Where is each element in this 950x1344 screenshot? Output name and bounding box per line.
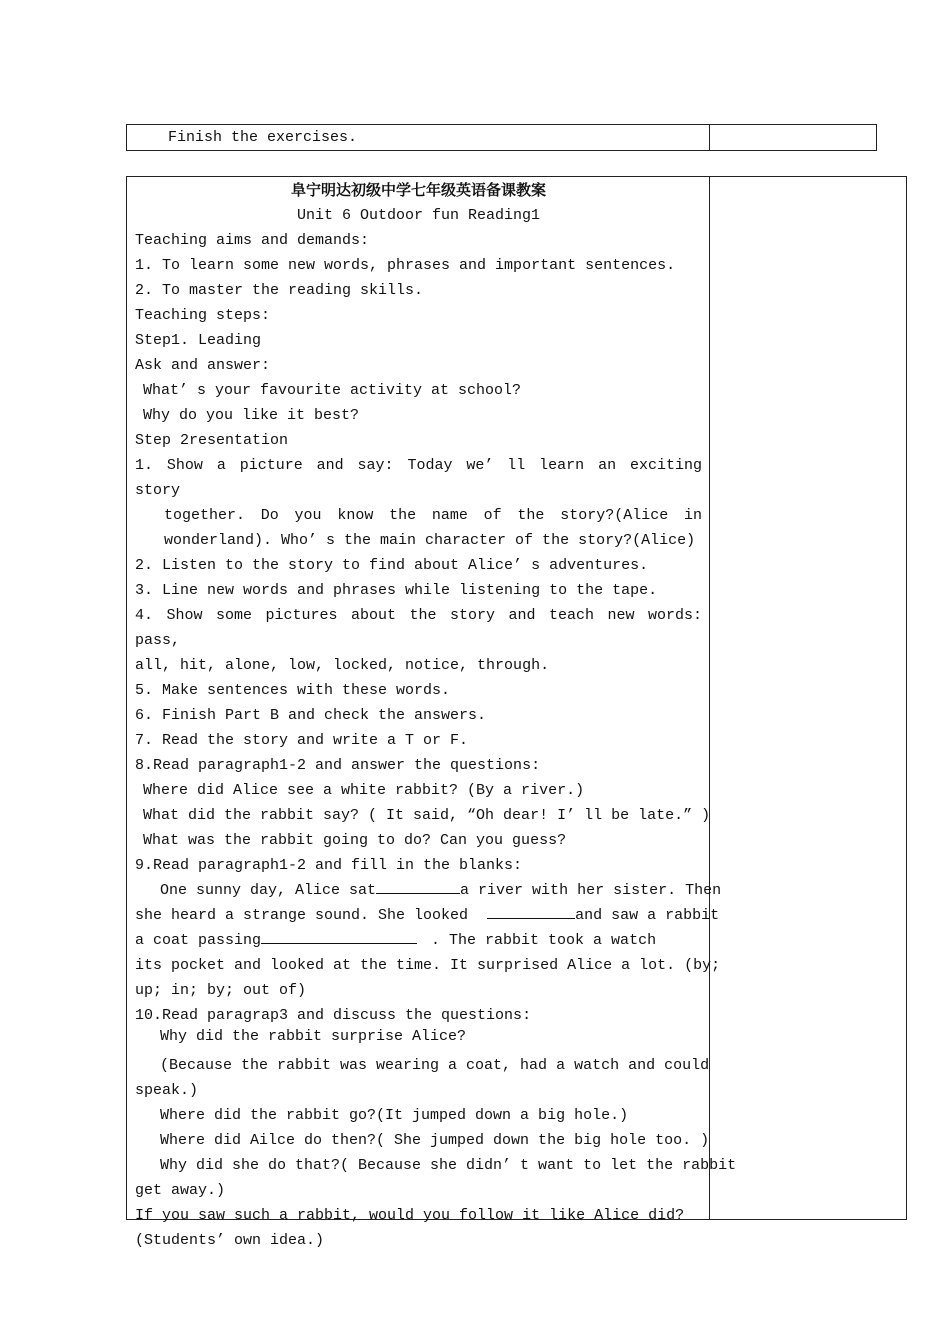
lesson-title-chinese: 阜宁明达初级中学七年级英语备课教案 [290, 181, 546, 199]
item-1-line-3: wonderland). Who’ s the main character of the story?(Alice) [164, 532, 696, 549]
fill-line-3-start: a coat passing [135, 932, 262, 949]
fill-line-1-start: One sunny day, Alice sat [160, 882, 377, 899]
lesson-title-english: Unit 6 Outdoor fun Reading1 [296, 207, 541, 224]
fill-line-4: its pocket and looked at the time. It surprised Alice a lot. (by; [135, 957, 721, 974]
item-8-question-3: What was the rabbit going to do? Can you guess? [143, 832, 567, 849]
step-1: Step1. Leading [135, 332, 262, 349]
fill-line-1 [135, 878, 722, 903]
fill-blank-2 [487, 904, 575, 919]
aim-2: 2. To master the reading skills. [135, 282, 424, 299]
question-favourite: What’ s your favourite activity at school? [143, 382, 522, 399]
item-10-question-3: Where did Ailce do then?( She jumped down the big hole too. ) [160, 1132, 710, 1149]
top-table-text: Finish the exercises. [168, 129, 358, 146]
ask-answer: Ask and answer: [135, 357, 271, 374]
fill-blank-1 [376, 879, 460, 894]
aim-1: 1. To learn some new words, phrases and important sentences. [135, 257, 676, 274]
item-3: 3. Line new words and phrases while listening to the tape. [135, 582, 658, 599]
question-why: Why do you like it best? [143, 407, 360, 424]
item-10-question-2: Where did the rabbit go?(It jumped down a big hole.) [160, 1107, 629, 1124]
item-10-question-4-line-1: Why did she do that?( Because she didn’ t want to let the rabbit [160, 1157, 737, 1174]
fill-line-3-end: . The rabbit took a watch [431, 932, 657, 949]
fill-line-5: up; in; by; out of) [135, 982, 307, 999]
lesson-plan-content [135, 178, 737, 1253]
final-question-line-1: If you saw such a rabbit, would you follow it like Alice did? [135, 1207, 685, 1224]
item-1-line-1: 1. Show a picture and say: Today we’ ll learn an exciting story [135, 457, 702, 499]
item-4-line-2: all, hit, alone, low, locked, notice, through. [135, 657, 550, 674]
item-10-answer-1-line-2: speak.) [135, 1082, 199, 1099]
item-10-question-4-line-2: get away.) [135, 1182, 226, 1199]
fill-line-3 [135, 928, 702, 953]
item-8-question-2: What did the rabbit say? ( It said, “Oh dear! I’ ll be late.” ) [143, 807, 711, 824]
top-table-divider [709, 124, 710, 151]
step-2: Step 2resentation [135, 432, 289, 449]
fill-line-2-end: and saw a rabbit [575, 907, 720, 924]
item-7: 7. Read the story and write a T or F. [135, 732, 469, 749]
item-9: 9.Read paragraph1-2 and fill in the blanks: [135, 857, 523, 874]
item-5: 5. Make sentences with these words. [135, 682, 451, 699]
item-4-line-1: 4. Show some pictures about the story and teach new words: pass, [135, 607, 702, 649]
aims-heading: Teaching aims and demands: [135, 232, 370, 249]
main-table-divider [709, 176, 710, 1220]
fill-line-1-end: a river with her sister. Then [460, 882, 722, 899]
item-10: 10.Read paragrap3 and discuss the questions: [135, 1007, 532, 1024]
item-8: 8.Read paragraph1-2 and answer the questions: [135, 757, 541, 774]
item-1-line-2: together. Do you know the name of the story?(Alice in [164, 507, 702, 524]
fill-blank-3 [261, 929, 417, 944]
fill-line-2 [135, 903, 720, 928]
item-8-question-1: Where did Alice see a white rabbit? (By a river.) [143, 782, 585, 799]
item-10-question-1: Why did the rabbit surprise Alice? [160, 1028, 467, 1045]
final-question-line-2: (Students’ own idea.) [135, 1232, 325, 1249]
fill-line-2-start: she heard a strange sound. She looked [135, 907, 469, 924]
steps-heading: Teaching steps: [135, 307, 271, 324]
item-6: 6. Finish Part B and check the answers. [135, 707, 487, 724]
item-2: 2. Listen to the story to find about Alice’ s adventures. [135, 557, 649, 574]
item-10-answer-1-line-1: (Because the rabbit was wearing a coat, had a watch and could [160, 1057, 710, 1074]
